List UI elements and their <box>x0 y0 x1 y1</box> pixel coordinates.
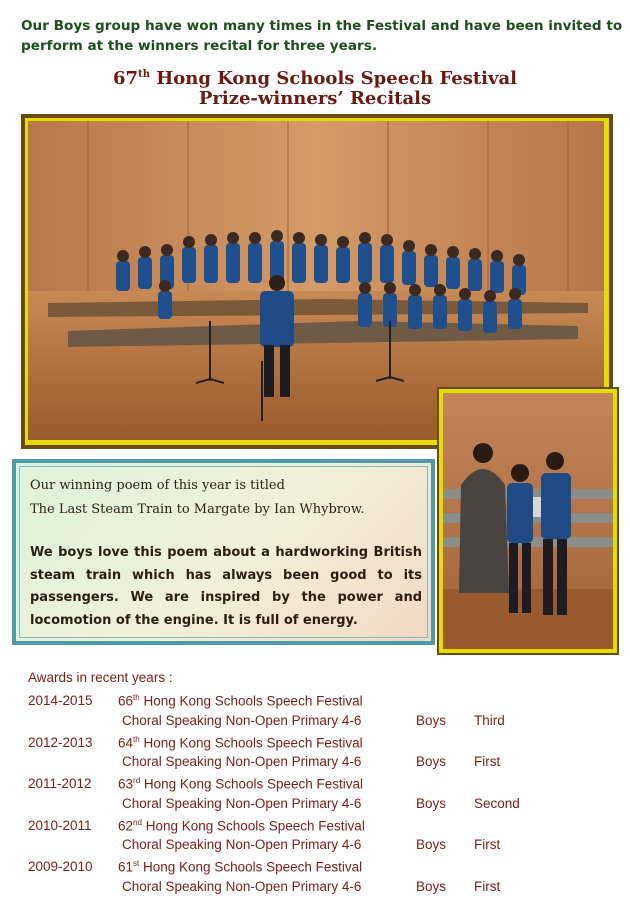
award-group: Boys <box>416 837 447 852</box>
page-title-line-1 <box>0 64 630 90</box>
festival-ordinal: rd <box>133 776 141 785</box>
award-place: Second <box>474 795 520 811</box>
award-category: Choral Speaking Non-Open Primary 4-6 <box>122 837 362 852</box>
poem-intro-line: Our winning poem of this year is titled <box>30 478 285 493</box>
festival-number: 64 <box>118 735 134 750</box>
award-festival <box>118 693 363 709</box>
award-place: First <box>474 754 501 769</box>
trophy-photo <box>437 387 619 655</box>
award-category: Choral Speaking Non-Open Primary 4-6 <box>122 878 362 894</box>
award-festival <box>118 776 363 792</box>
award-category: Choral Speaking Non-Open Primary 4-6 <box>122 754 362 769</box>
festival-number: 66 <box>118 693 134 709</box>
page-title-line-2: Prize-winners’ Recitals <box>198 88 432 109</box>
award-year: 2009-2010 <box>28 859 93 874</box>
awards-heading: Awards in recent years : <box>28 670 173 685</box>
award-group: Boys <box>416 712 447 728</box>
poem-description: We boys love this poem about a hardworking British steam train which has always been good to its passengers. We are inspired by the power and locomotion of the engine. It is full of energy. <box>30 545 422 628</box>
poem-title-line: The Last Steam Train to Margate by Ian Whybrow. <box>30 502 365 517</box>
award-category: Choral Speaking Non-Open Primary 4-6 <box>122 712 362 728</box>
title-rest: Hong Kong Schools Speech Festival <box>149 68 517 89</box>
poem-info-box <box>12 459 435 645</box>
award-category: Choral Speaking Non-Open Primary 4-6 <box>122 795 362 811</box>
festival-ordinal: st <box>133 859 140 868</box>
award-place: Third <box>474 712 505 728</box>
title-ordinal: th <box>138 69 150 80</box>
award-group: Boys <box>416 795 447 811</box>
festival-name: Hong Kong Schools Speech Festival <box>141 818 365 833</box>
festival-ordinal: th <box>133 734 140 744</box>
award-year: 2014-2015 <box>28 693 93 708</box>
award-festival <box>118 818 365 834</box>
intro-text: Our Boys group have won many times in the Festival and have been invited to perform at the winners recital for three years. <box>21 18 623 54</box>
festival-name: Hong Kong Schools Speech Festival <box>139 735 363 750</box>
festival-number: 63 <box>118 776 134 792</box>
award-festival <box>118 735 363 751</box>
festival-name: Hong Kong Schools Speech Festival <box>139 859 363 875</box>
award-year: 2012-2013 <box>28 734 93 750</box>
title-number: 67 <box>113 68 139 89</box>
festival-number: 61 <box>118 859 134 875</box>
festival-ordinal: nd <box>133 817 142 827</box>
festival-name: Hong Kong Schools Speech Festival <box>140 776 364 792</box>
festival-name: Hong Kong Schools Speech Festival <box>139 693 363 709</box>
trophy-photo-image <box>443 393 613 649</box>
award-place: First <box>474 837 501 852</box>
festival-number: 62 <box>118 818 134 833</box>
festival-ordinal: th <box>133 693 140 702</box>
award-festival <box>118 859 362 875</box>
award-group: Boys <box>416 878 447 894</box>
award-place: First <box>474 878 501 894</box>
award-group: Boys <box>416 754 447 769</box>
award-year: 2010-2011 <box>28 817 92 833</box>
award-year: 2011-2012 <box>28 776 92 791</box>
